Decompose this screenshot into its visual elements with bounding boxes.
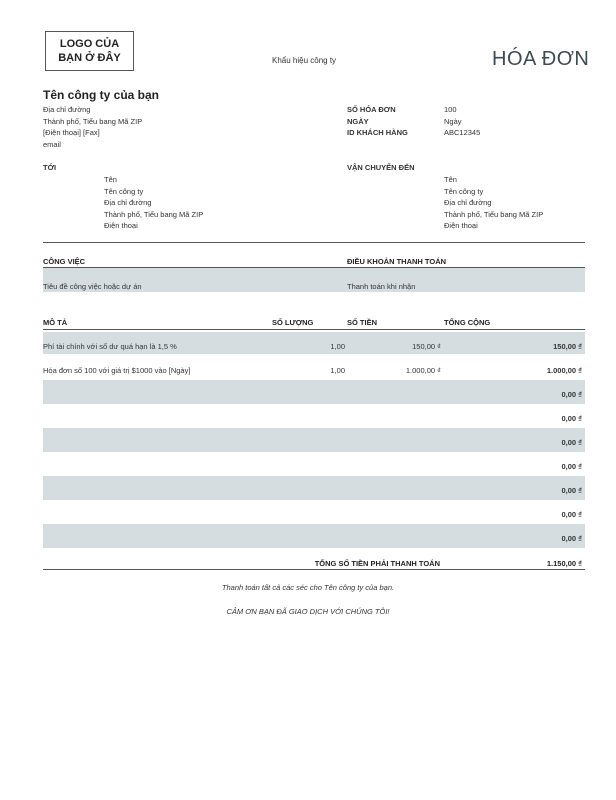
to-line: Tên công ty bbox=[104, 186, 144, 196]
ship-to-label: VẬN CHUYỂN ĐẾN bbox=[347, 163, 415, 172]
customer-id-label: ID KHÁCH HÀNG bbox=[347, 128, 408, 137]
item-total: 0,00 ₫ bbox=[561, 510, 582, 519]
ship-to-address bbox=[444, 174, 543, 232]
col-qty-header: SỐ LƯỢNG bbox=[272, 318, 314, 327]
thank-you-note: CẢM ƠN BẠN ĐÃ GIAO DỊCH VỚI CHÚNG TÔI! bbox=[226, 607, 390, 616]
company-phone-fax: [Điện thoại] [Fax] bbox=[43, 128, 100, 137]
job-title: Tiêu đề công việc hoặc dự án bbox=[43, 282, 142, 291]
company-city: Thành phố, Tiểu bang Mã ZIP bbox=[43, 116, 143, 126]
to-address bbox=[104, 174, 203, 232]
item-qty: 1,00 bbox=[330, 342, 345, 351]
invoice-meta-labels bbox=[347, 104, 408, 139]
item-qty: 1,00 bbox=[330, 366, 345, 375]
table-row bbox=[43, 476, 585, 500]
table-row bbox=[43, 404, 585, 428]
ship-to-line: Địa chỉ đường bbox=[444, 198, 492, 207]
ship-to-line: Thành phố, Tiểu bang Mã ZIP bbox=[444, 209, 544, 219]
to-line: Địa chỉ đường bbox=[104, 198, 152, 207]
to-line: Thành phố, Tiểu bang Mã ZIP bbox=[104, 209, 204, 219]
table-row bbox=[43, 332, 585, 356]
invoice-number: 100 bbox=[444, 105, 457, 114]
ship-to-line: Điện thoại bbox=[444, 221, 478, 230]
item-desc: Phí tài chính với số dư quá hạn là 1,5 % bbox=[43, 342, 177, 351]
payable-note: Thanh toán tất cả các séc cho Tên công ty của bạn. bbox=[221, 583, 395, 592]
divider bbox=[43, 242, 585, 243]
table-row bbox=[43, 356, 585, 380]
table-row bbox=[43, 452, 585, 476]
item-total: 0,00 ₫ bbox=[561, 486, 582, 495]
job-label: CÔNG VIỆC bbox=[43, 257, 86, 266]
company-email: email bbox=[43, 139, 61, 149]
payment-terms: Thanh toán khi nhận bbox=[347, 282, 416, 291]
divider bbox=[43, 329, 585, 330]
company-address: Địa chỉ đường bbox=[43, 105, 91, 114]
item-price: 1.000,00 ₫ bbox=[405, 366, 441, 375]
col-total-header: TỔNG CỘNG bbox=[444, 318, 491, 327]
invoice-meta-values bbox=[444, 104, 480, 139]
to-line: Tên bbox=[104, 175, 117, 184]
col-price-header: SỐ TIỀN bbox=[347, 318, 378, 327]
item-price: 150,00 ₫ bbox=[412, 342, 441, 351]
invoice-date-label: NGÀY bbox=[347, 116, 369, 126]
table-row bbox=[43, 524, 585, 548]
col-desc-header: MÔ TẢ bbox=[43, 318, 68, 327]
invoice-date: Ngày bbox=[444, 116, 462, 126]
company-name: Tên công ty của bạn bbox=[43, 88, 160, 102]
item-total: 1.000,00 ₫ bbox=[546, 366, 582, 375]
item-total: 0,00 ₫ bbox=[561, 438, 582, 447]
to-label: TỚI bbox=[43, 163, 57, 172]
ship-to-line: Tên công ty bbox=[444, 186, 484, 196]
customer-id: ABC12345 bbox=[444, 128, 481, 137]
invoice-title: HÓA ĐƠN bbox=[492, 48, 590, 70]
to-line: Điện thoại bbox=[104, 221, 138, 230]
terms-label: ĐIỀU KHOẢN THANH TOÁN bbox=[347, 257, 447, 266]
item-total: 0,00 ₫ bbox=[561, 414, 582, 423]
item-total: 0,00 ₫ bbox=[561, 534, 582, 543]
company-slogan: Khẩu hiệu công ty bbox=[272, 56, 337, 65]
table-row bbox=[43, 428, 585, 452]
item-total: 150,00 ₫ bbox=[553, 342, 582, 351]
grand-total: 1.150,00 ₫ bbox=[546, 559, 582, 568]
items-table bbox=[43, 332, 585, 548]
table-row bbox=[43, 380, 585, 404]
company-logo bbox=[45, 31, 134, 71]
item-total: 0,00 ₫ bbox=[561, 462, 582, 471]
item-total: 0,00 ₫ bbox=[561, 390, 582, 399]
invoice-number-label: SỐ HÓA ĐƠN bbox=[347, 105, 396, 114]
ship-to-line: Tên bbox=[444, 175, 457, 184]
company-address-block bbox=[43, 104, 142, 150]
divider bbox=[43, 569, 585, 570]
grand-total-label: TỔNG SỐ TIỀN PHẢI THANH TOÁN bbox=[314, 559, 440, 568]
table-row bbox=[43, 500, 585, 524]
logo-text: LOGO CỦA BẠN Ở ĐÂY bbox=[58, 38, 121, 64]
item-desc: Hóa đơn số 100 với giá trị $1000 vào [Ngày] bbox=[43, 366, 191, 375]
